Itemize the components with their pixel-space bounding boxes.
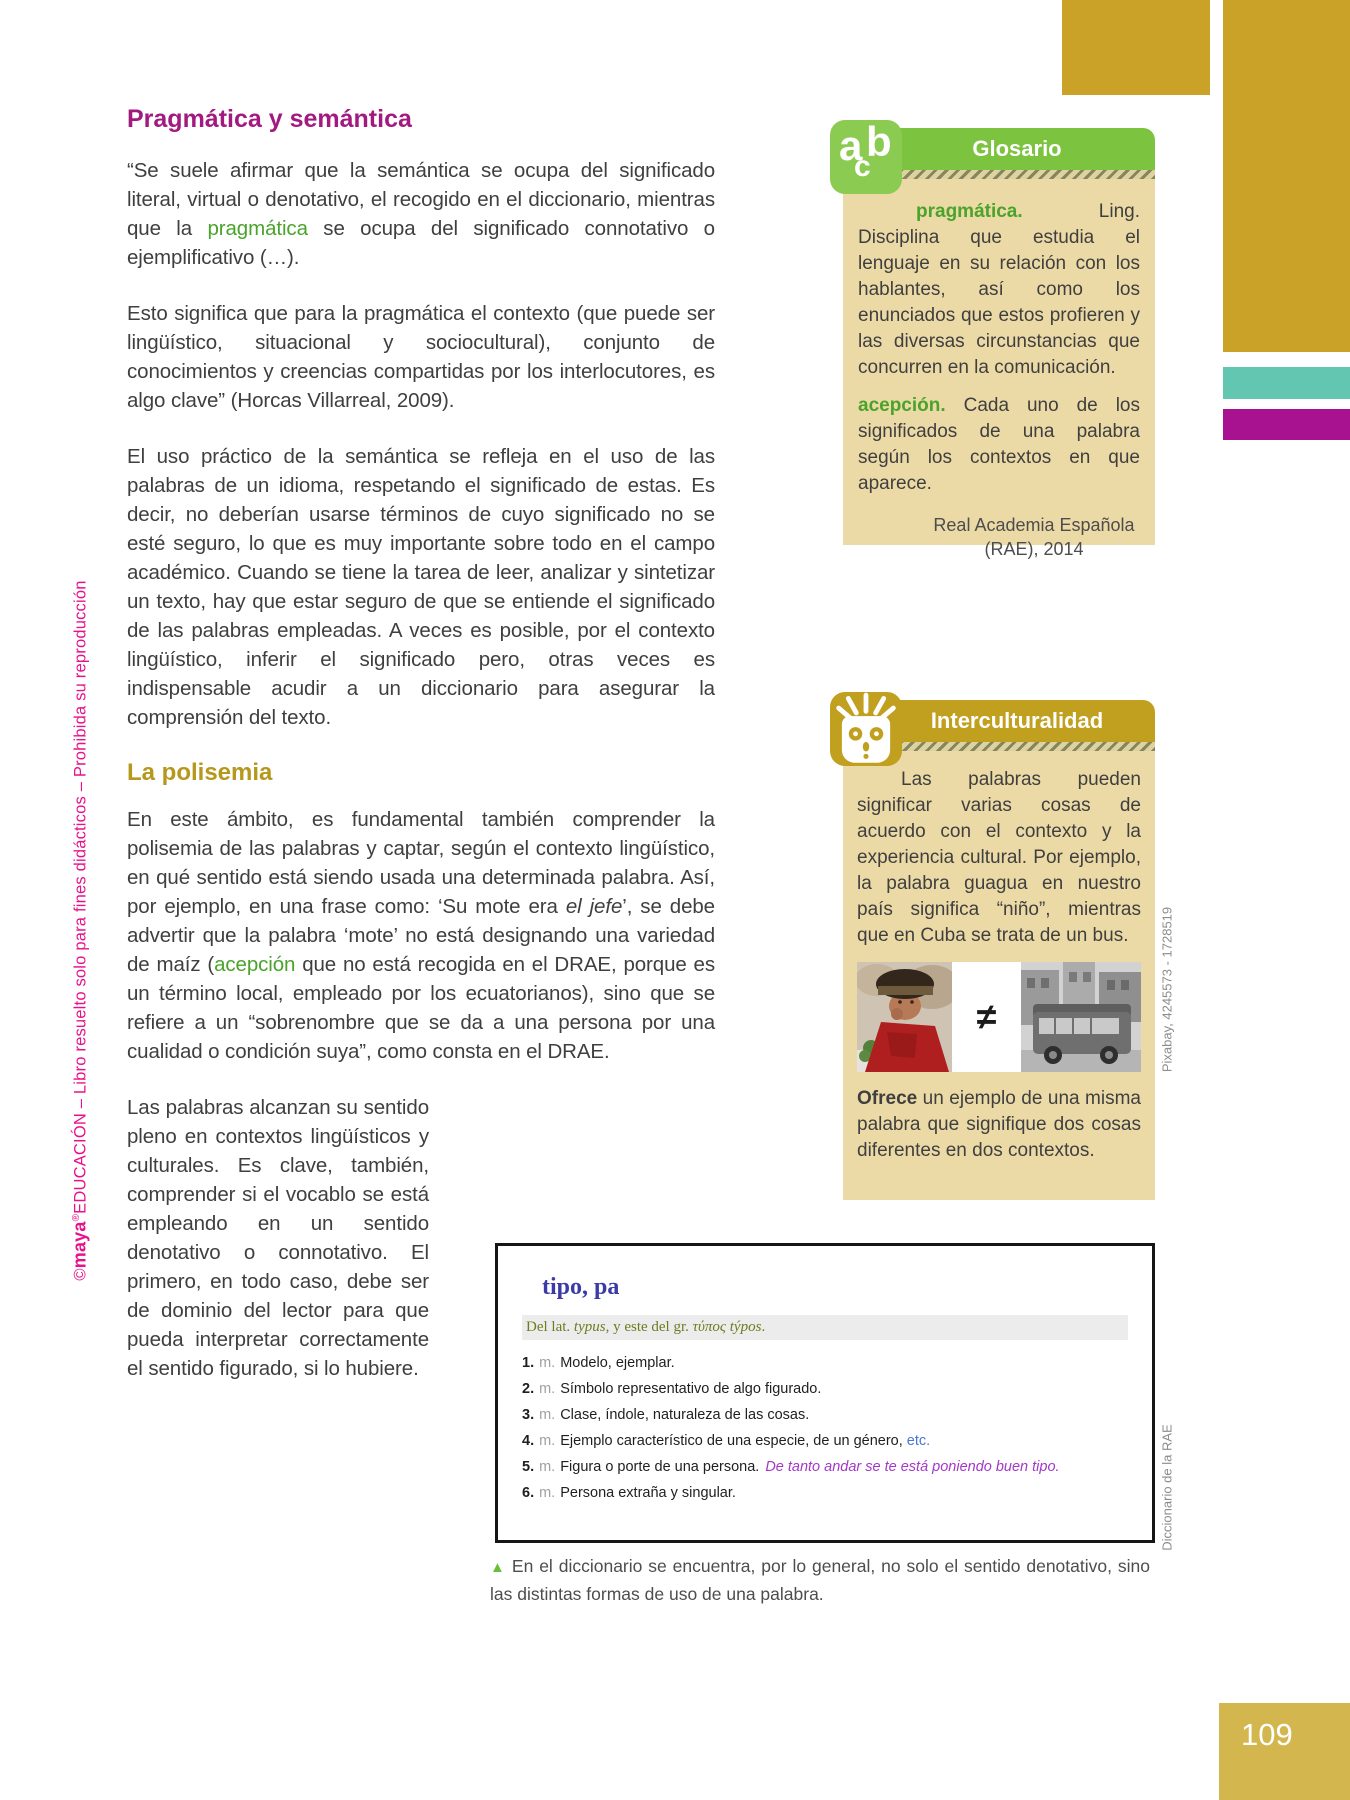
watermark-copyright: © [71,1268,90,1281]
intercultural-paragraph: Las palabras pueden significar varias cosas de acuerdo con el contexto y la experiencia cultural. Por ejemplo, la palabra guagua en nuestro país significa “niño”, mientras que en Cuba se trata de un bus. [857,769,1141,946]
quote-start: “Se suele afirmar que la semántica se ocupa del significado literal, virtual o denotativo, el recogido en el diccionario, mientras que la [127,159,715,240]
not-equal-symbol: ≠ [952,996,1021,1038]
glossary-text [843,179,1155,561]
entry-abbr: m. [539,1355,556,1371]
dictionary-entry [522,1428,1128,1454]
intercultural-panel [843,751,1155,1200]
entry-abbr: m. [539,1485,556,1501]
child-photo [857,962,952,1072]
abc-icon [830,120,902,194]
term-pragmatica: pragmática [207,217,308,240]
decor-gold-bar-vertical [1223,0,1350,352]
intercultural-photos [857,962,1141,1072]
abc-icon-letter-a: a [839,122,863,169]
glossary-panel [843,179,1155,559]
watermark-registered: ® [71,1213,82,1222]
entry-abbr: m. [539,1407,556,1423]
etymology-mid: , y este del gr. [605,1319,693,1335]
intercultural-text [843,751,1155,949]
page-title: Pragmática y semántica [127,105,412,133]
entry-text: Símbolo representativo de algo figurado. [560,1381,822,1397]
entry-example: De tanto andar se te está poniendo buen tipo. [765,1459,1060,1475]
intercultural-title: Interculturalidad [930,708,1104,733]
dictionary-entry [522,1454,1128,1480]
dictionary-entry [522,1480,1128,1506]
glossary-definition: Ling. Disciplina que estudia el lenguaje en su relación con los hablantes, así como los enunciados que estos profieren y las diversas circunstancias que concurren en la comunicación. [858,201,1140,378]
glossary-entry-pragmatica [858,199,1140,381]
dictionary-entry [522,1350,1128,1376]
entry-number: 6. [522,1485,535,1501]
photo-credit: Pixabay, 4245573 - 1728519 [1159,906,1175,1073]
entry-link[interactable]: etc. [906,1433,931,1449]
entry-number: 3. [522,1407,535,1423]
watermark-brand: maya [69,1221,90,1269]
dictionary-etymology [522,1315,1128,1340]
page-number-box [1219,1703,1350,1800]
dictionary-credit: Diccionario de la RAE [1159,1424,1175,1551]
dictionary-entry [522,1402,1128,1428]
figure-caption [490,1553,1150,1607]
term-acepcion: acepción [214,953,296,976]
polisemia-start: En este ámbito, es fundamental también comprender la polisemia de las palabras y captar, según el contexto lingüístico, en qué sentido está siendo usada una determinada palabra. Así, por ejemplo, en una frase como: ‘Su mote era [127,808,715,918]
decor-gold-bar-horizontal [1062,0,1210,95]
source-line-2: (RAE), 2014 [984,539,1084,559]
entry-number: 1. [522,1355,535,1371]
glossary-entry-acepcion [858,393,1140,497]
entry-number: 4. [522,1433,535,1449]
paragraph-context: Esto significa que para la pragmática el contexto (que puede ser lingüístico, situacional y sociocultural), conjunto de conocimientos y creencias compartidas por los interlocutores, es algo clave” (Horcas Villarreal, 2009). [127,302,715,412]
main-column [127,105,715,1410]
triangle-up-icon: ▲ [490,1559,506,1576]
caption-lead-word: Ofrece [857,1088,918,1109]
mask-icon [830,692,902,766]
etymology-greek: τύπος týpos [692,1319,762,1335]
dictionary-entries [522,1350,1128,1506]
watermark-text: EDUCACIÓN – Libro resuelto solo para fines didácticos – Prohibida su reproducción [71,580,90,1214]
entry-text: Persona extraña y singular. [560,1485,736,1501]
abc-icon-letter-c: c [854,150,871,183]
paragraph-sentido-pleno: Las palabras alcanzan su sentido pleno en contextos lingüísticos y culturales. Es clave, también, comprender si el vocablo se está empleando en un sentido denotativo o connotativo. El primero, en todo caso, debe ser de dominio del lector para que pueda interpretar correctamente el sentido figurado, si lo hubiere. [127,1096,429,1380]
paragraph-polisemia [127,805,715,1066]
entry-text: Ejemplo característico de una especie, de un género, [560,1433,903,1449]
dictionary-headword: tipo, pa [542,1274,620,1300]
decor-magenta-bar [1223,409,1350,440]
edition-watermark [70,481,91,1381]
polisemia-end: que no está recogida en el DRAE, porque es un término local, empleado por los ecuatorianos), sino que se refiere a un “sobrenombre que se da a una persona por una cualidad o condición suya”, como consta en el DRAE. [127,953,715,1063]
paragraph-uso-practico: El uso práctico de la semántica se refleja en el uso de las palabras de un idioma, respetando el significado de estas. Es decir, no deberían usarse términos de cuyo significado no se esté seguro, lo que es muy importante sobre todo en el campo académico. Cuando se tiene la tarea de leer, analizar y sintetizar un texto, hay que estar seguro de que se entiende el significado de las palabras empleadas. A veces es posible, por el contexto lingüístico, inferir el significado pero, otras veces es indispensable acudir a un diccionario para asegurar la comprensión del texto. [127,445,715,729]
polisemia-mid: ’, se debe advertir que la palabra ‘mote’ no está designando una variedad de maíz ( [127,895,715,976]
glossary-term: acepción. [858,395,946,416]
source-line-1: Real Academia Española [933,515,1135,535]
glossary-definition: Cada uno de los significados de una palabra según los contextos en que aparece. [858,395,1140,494]
figure-caption-text: En el diccionario se encuentra, por lo general, no solo el sentido denotativo, sino las distintas formas de uso de una palabra. [490,1556,1150,1604]
abc-icon-letter-b: b [866,118,892,165]
glossary-term: pragmática. [916,201,1023,222]
intercultural-caption [843,1072,1155,1164]
entry-abbr: m. [539,1433,556,1449]
entry-text: Clase, índole, naturaleza de las cosas. [560,1407,810,1423]
entry-number: 2. [522,1381,535,1397]
italic-el-jefe: el jefe [565,895,623,918]
etymology-latin: typus [573,1319,606,1335]
section-title-polisemia: La polisemia [127,759,273,786]
quote-end: se ocupa del significado connotativo o ejemplificativo (…). [127,217,715,269]
decor-teal-bar [1223,367,1350,399]
paragraph-quote [127,156,715,272]
glossary-source [858,513,1140,561]
entry-abbr: m. [539,1381,556,1397]
entry-abbr: m. [539,1459,556,1475]
bus-photo [1021,962,1141,1072]
etymology-post: . [761,1319,766,1335]
etymology-pre: Del lat. [526,1319,574,1335]
entry-number: 5. [522,1459,535,1475]
page-number: 109 [1241,1717,1293,1752]
glossary-title: Glosario [972,136,1062,161]
entry-text: Modelo, ejemplar. [560,1355,675,1371]
dictionary-screenshot [495,1243,1155,1543]
caption-text: un ejemplo de una misma palabra que signifique dos cosas diferentes en dos contextos. [857,1088,1141,1161]
entry-text: Figura o porte de una persona. [560,1459,760,1475]
dictionary-entry [522,1376,1128,1402]
